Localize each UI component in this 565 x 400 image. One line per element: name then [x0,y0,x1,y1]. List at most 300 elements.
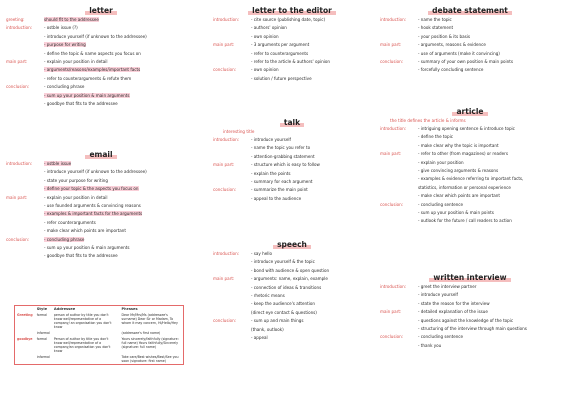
row-text-content: - appeal [251,334,268,340]
row-text-content: - examples & important facts for the arguments [44,211,143,217]
row-text-content: - summarize the main point [251,187,308,193]
article-rows [380,125,560,226]
row-text [251,58,371,66]
row-text [418,133,560,141]
speech-row [213,258,371,266]
row-text [418,66,560,74]
article-row [380,125,560,133]
row-text [44,24,196,32]
row-text [44,227,196,235]
row-text [418,283,560,291]
row-label: introduction: [6,161,33,166]
interview-section [380,273,560,350]
row-text-content: - explain the points [251,170,291,176]
speech-row [213,275,371,283]
interview-row [380,325,560,333]
interview-row [380,342,560,350]
row-text-content: - sum up your position & main arguments [44,92,130,98]
table-body [15,312,184,365]
section-title-interview: written interview [380,273,560,283]
row-label: main part: [380,151,402,157]
talk-row [213,178,371,186]
row-text [418,308,560,316]
section-title-article: article [380,107,560,117]
article-section [380,107,560,226]
letter-row [6,66,196,74]
row-label: introduction: [213,251,240,256]
row-text-content: - refer counterarguments [44,219,96,225]
email-row [6,210,196,218]
row-text [251,178,371,186]
row-text-content: - concluding phrase [44,84,85,90]
debate-row [380,16,560,24]
email-row [6,160,196,168]
row-text-content: - 3 arguments per argument [251,42,310,48]
email-row [6,227,196,235]
row-text-content: - your position & its basis [418,33,470,39]
table-cell: informal [36,331,50,335]
row-text [418,167,560,175]
table-cell: person of author by title you don't know well/representative of a company/ an organisation you don't know [53,313,112,329]
row-text-content: - solution / future perspective [251,75,312,81]
row-text-content: statistics, information or personal experience [418,184,511,190]
section-title-debate: debate statement [380,6,560,16]
row-text [418,33,560,41]
talk-note: interesting title [223,129,255,134]
editor-section [213,6,371,83]
row-text-content: - structuring of the interview through main questions [418,325,527,331]
row-text-content: - purpose for writing [44,42,86,48]
row-text [418,342,560,350]
row-text [251,317,371,325]
row-text [418,184,560,192]
speech-row [213,267,371,275]
speech-row [213,284,371,292]
letter-rows [6,16,196,108]
row-text [251,50,371,58]
row-text-content: - refer to counterarguments & refute them [44,75,132,81]
row-label: introduction: [380,126,407,131]
row-text [251,275,371,283]
row-text-content: - make clear which points are important [44,228,126,234]
row-text [418,317,560,325]
row-text [44,41,196,49]
row-text [44,58,196,66]
speech-section [213,240,371,342]
row-label: main part: [6,194,28,200]
editor-row [213,50,371,58]
row-text-content: - summary of your own position & main points [418,58,514,64]
table-cell [15,354,35,365]
row-text-content: - state the reason for the interview [418,300,490,306]
email-row [6,244,196,252]
row-text [44,83,196,91]
row-label: conclusion: [380,334,404,340]
row-text [418,159,560,167]
article-row [380,167,560,175]
row-text-content: - concluding sentence [418,334,464,340]
letter-row [6,92,196,100]
article-row [380,142,560,150]
row-text-content: (direct eye contact & questions) [251,309,317,315]
speech-rows [213,250,371,342]
row-text-content: - intriguing opening sentence & introduce topic [418,126,515,131]
row-text-content: - introduce yourself [251,137,291,142]
talk-row [213,144,371,152]
phrases-table [14,305,184,365]
table-cell: Person of author by title you don't know well/representative of a company/an organisation you don't know [53,337,111,353]
row-text-content: - define your topic & the aspects you focus on [44,186,139,192]
row-text [44,210,196,218]
row-text [418,142,560,150]
article-row [380,201,560,209]
row-label: introduction: [213,137,240,142]
editor-row [213,41,371,49]
table-row [15,336,184,354]
row-label: introduction: [380,17,407,22]
row-text [418,217,560,225]
email-row [6,194,196,202]
speech-row [213,317,371,325]
row-text-content: - appeal to the audience [251,195,302,201]
row-text-content: - concluding sentence [418,201,464,207]
row-label: conclusion: [6,236,30,242]
debate-rows [380,16,560,75]
row-text-content: should fit to the addressee [44,17,99,22]
talk-row [213,170,371,178]
row-text [44,168,196,176]
debate-row [380,33,560,41]
row-text [418,150,560,158]
row-text-content: - introduce yourself [418,292,458,298]
row-text-content: - forcefully concluding sentence [418,67,484,73]
table-cell: (addressee's first name) [121,331,161,335]
row-label: main part: [6,58,28,64]
table-header-cell: Style [36,307,48,311]
email-row [6,177,196,185]
row-label: conclusion: [6,84,30,90]
letter-row [6,83,196,91]
row-text-content: - say hello [251,251,273,256]
speech-row [213,292,371,300]
row-text [418,58,560,66]
row-text-content: - name the topic [418,17,452,22]
row-text [418,125,560,133]
row-text [418,175,560,183]
row-text-content: - sum up your position & main arguments [44,244,130,250]
row-text [44,202,196,210]
article-row [380,209,560,217]
row-text [251,267,371,275]
editor-row [213,33,371,41]
letter-row [6,41,196,49]
table-cell: Yours sincerely/faithfully (signature: full name) Yours faithfully/Sincerely (signature: full name) [121,337,179,349]
email-row [6,219,196,227]
row-text-content: - explain your position in detail [44,194,108,200]
editor-row [213,58,371,66]
row-text-content: - state your purpose for writing [44,177,108,183]
talk-row [213,153,371,161]
row-text [251,41,371,49]
row-text [44,185,196,193]
table-row [15,312,184,330]
article-note: the title defines the article & informs [390,118,466,123]
row-label: main part: [380,309,402,315]
talk-section [213,118,371,203]
table-cell: informal [36,355,50,359]
row-text-content: - arguments: name, explain, example [251,276,328,282]
debate-row [380,24,560,32]
row-text-content: - summary for each argument [251,178,313,184]
email-row [6,185,196,193]
row-text-content: - own opinion [251,67,279,73]
row-text-content: - authors' opinion [251,25,287,31]
row-text-content: - make clear why the topic is important [418,142,499,148]
table-cell: Greeting [17,313,33,317]
article-row [380,133,560,141]
row-text-content: - goodbye that fits to the addressee [44,100,118,106]
row-text-content: - hook statement [418,25,454,31]
email-row [6,202,196,210]
article-row [380,175,560,183]
speech-row [213,300,371,308]
row-text [44,160,196,168]
row-text-content: - attention-grabbing statement [251,153,315,159]
row-text [418,16,560,24]
table-header-cell: Addressee [53,307,76,311]
table-header-cell: Phrases [121,307,138,311]
row-text-content: (thank, outlook) [251,326,284,332]
row-text-content: - sum up your position & main points [418,209,494,215]
table-cell: Dear Mr/Mrs/Ms (addressee's surname) Dear Sir or Madam, To whom it may concern, Hi/Hello/Hey [121,313,178,325]
row-text [251,195,371,203]
row-text [418,325,560,333]
row-text [251,24,371,32]
email-row [6,168,196,176]
letter-row [6,33,196,41]
row-text [251,250,371,258]
debate-row [380,50,560,58]
row-text-content: - define the topic & name aspects you focus on [44,50,141,56]
row-text [44,92,196,100]
row-text [44,252,196,260]
row-text [44,16,196,24]
section-title-editor: letter to the editor [213,6,371,16]
row-text [251,161,371,169]
table-cell: Take care/Best wishes/Best/See you soon (signature: first name) [121,355,179,363]
row-text-content: - sum up and main things [251,318,304,324]
row-text [251,153,371,161]
email-section [6,150,196,261]
letter-row [6,16,196,24]
letter-row [6,100,196,108]
interview-row [380,308,560,316]
row-text [44,236,196,244]
article-row [380,159,560,167]
email-rows [6,160,196,261]
row-text [251,136,371,144]
row-text [418,333,560,341]
talk-rows [213,136,371,203]
row-text [418,24,560,32]
row-text-content: - make clear which points are important [418,193,500,199]
row-text-content: - introduce yourself & the topic [251,259,315,265]
row-text [251,292,371,300]
row-text [418,291,560,299]
row-text-content: - give convincing arguments & reasons [418,167,499,173]
letter-row [6,50,196,58]
row-text-content: - arguments, reasons & evidence [418,42,486,48]
row-label: conclusion: [213,187,237,193]
editor-rows [213,16,371,83]
speech-row [213,334,371,342]
row-text-content: - ostble issue (?) [44,25,78,31]
debate-section [380,6,560,75]
row-text-content: - refer to other (from magazines) or readers [418,151,508,157]
row-text-content: - examples & evidence referring to important facts, [418,176,524,182]
row-text-content: - thank you [418,342,442,348]
row-text-content: - ostble issue [44,161,72,166]
editor-row [213,75,371,83]
row-text [418,300,560,308]
row-label: conclusion: [213,318,237,324]
talk-row [213,186,371,194]
table-cell: formal [36,313,47,317]
speech-row [213,250,371,258]
row-label: main part: [213,276,235,282]
row-text-content: - refer to the article & authors' opinion [251,58,331,64]
row-text-content: - arguments/reasons/examples/important facts [44,67,141,73]
letter-section [6,6,196,108]
row-text-content: - define the topic [418,134,454,140]
row-text-content: - rhetoric means [251,292,285,298]
article-row [380,150,560,158]
section-title-letter: letter [6,6,196,16]
letter-row [6,58,196,66]
email-row [6,236,196,244]
row-text [251,300,371,308]
row-text [251,258,371,266]
talk-row [213,136,371,144]
row-label: main part: [213,42,235,48]
interview-row [380,283,560,291]
row-text-content: - introduce yourself (if unknown to the addressee) [44,169,147,175]
row-label: conclusion: [213,67,237,73]
row-text [418,201,560,209]
row-text [44,219,196,227]
interview-row [380,300,560,308]
row-label: main part: [380,42,402,48]
row-text-content: - keep the audience's attention [251,301,315,307]
letter-row [6,24,196,32]
row-text-content: - structure which is easy to follow [251,162,320,168]
debate-row [380,66,560,74]
row-text [251,326,371,334]
row-text-content: - greet the interview partner [418,284,477,289]
row-text-content: - use of arguments (make it convincing) [418,50,500,56]
email-row [6,252,196,260]
row-text [44,50,196,58]
row-text [251,170,371,178]
row-text [251,33,371,41]
row-text [251,75,371,83]
row-text [44,66,196,74]
row-text [251,66,371,74]
row-text [44,33,196,41]
row-text [251,16,371,24]
row-text-content: - outlook for the future / call readers to action [418,218,512,224]
section-title-speech: speech [213,240,371,250]
editor-row [213,66,371,74]
row-text [44,100,196,108]
row-text-content: - detailed explanation of the issue [418,309,488,315]
row-label: greeting: [6,17,25,22]
row-text-content: - explain your position [418,159,464,165]
section-title-talk: talk [213,118,371,128]
row-text-content: - name the topic you refer to [251,145,311,151]
row-text-content: - bond with audience & open question [251,267,330,273]
row-text [418,41,560,49]
row-text-content: - introduce yourself (if unknown to the addressee) [44,33,147,39]
row-text [251,309,371,317]
speech-row [213,326,371,334]
interview-rows [380,283,560,350]
row-text [418,192,560,200]
section-title-email: email [6,150,196,160]
row-label: introduction: [380,284,407,289]
article-row [380,184,560,192]
row-text-content: - cite source (publishing date, topic) [251,17,326,22]
article-row [380,192,560,200]
table-cell [52,354,120,365]
debate-row [380,58,560,66]
row-text [251,186,371,194]
row-text [418,50,560,58]
editor-row [213,16,371,24]
debate-row [380,41,560,49]
row-text [251,284,371,292]
row-text [251,334,371,342]
row-text [44,194,196,202]
row-text [44,177,196,185]
editor-row [213,24,371,32]
article-row [380,217,560,225]
row-text-content: - questions against the knowledge of the topic [418,317,514,323]
row-label: conclusion: [380,201,404,207]
row-label: conclusion: [380,58,404,64]
row-text-content: - explain your position in detail [44,58,108,64]
talk-row [213,195,371,203]
speech-row [213,309,371,317]
row-text [44,75,196,83]
row-text-content: - connection of ideas & transitions [251,284,322,290]
row-label: introduction: [213,17,240,22]
talk-row [213,161,371,169]
row-text-content: - use founded arguments & convincing reasons [44,202,141,208]
letter-row [6,75,196,83]
row-text-content: - concluding phrase [44,236,85,242]
table-cell: goodbye [17,337,33,341]
interview-row [380,333,560,341]
row-text-content: - refer to counterarguments [251,50,309,56]
interview-row [380,317,560,325]
interview-row [380,291,560,299]
row-label: main part: [213,162,235,168]
table-row [15,354,184,365]
row-text [44,244,196,252]
row-text-content: - goodbye that fits to the addressee [44,253,118,259]
table-cell: formal [36,337,47,341]
